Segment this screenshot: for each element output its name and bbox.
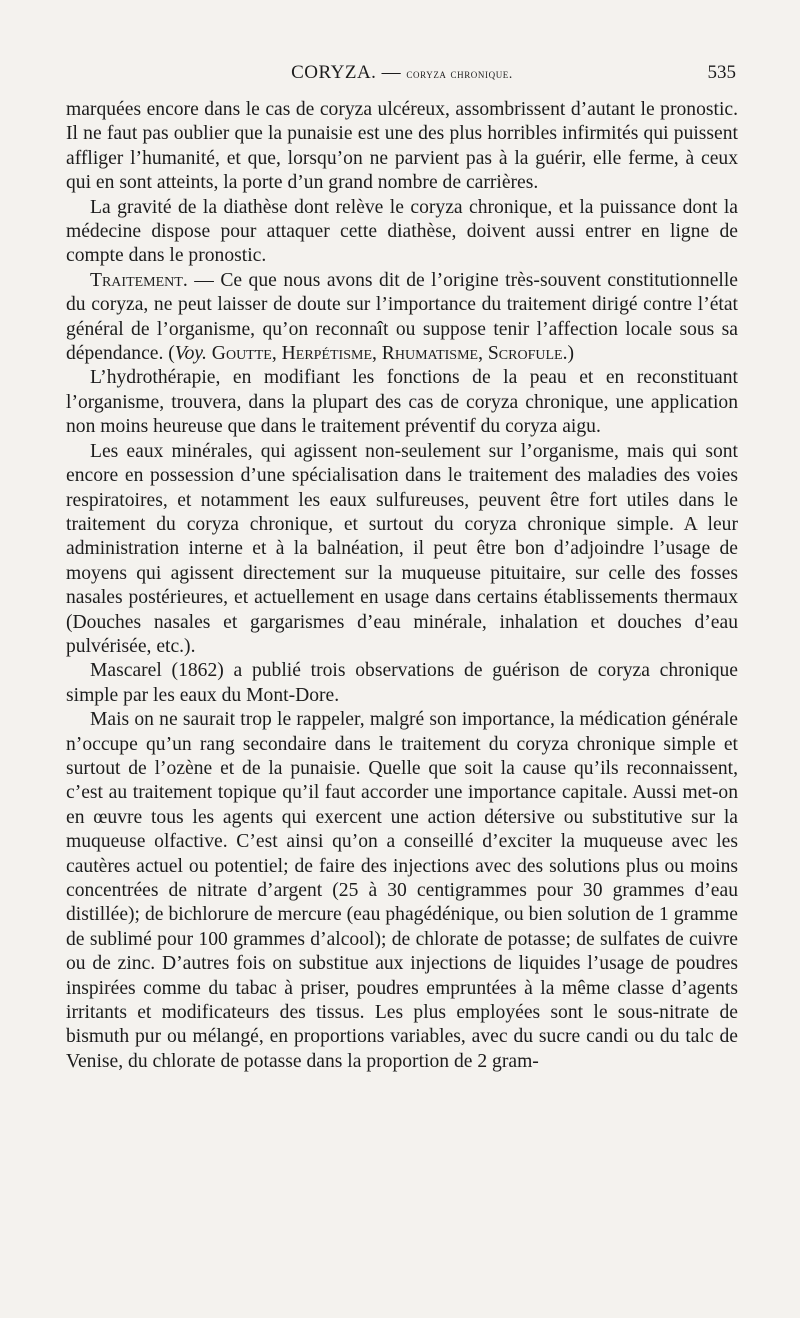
voy-reference: Voy. [174,343,207,365]
paragraph-traitement [66,269,738,367]
section-heading-traitement: Traitement. [90,269,188,291]
running-head [66,62,738,98]
body-text [66,98,738,1074]
paragraph-eaux-minerales: Les eaux minérales, qui agissent non-seulement sur l’organisme, mais qui sont encore en possession d’une spécialisation dans le traitement des maladies des voies respiratoires, et notamment les eaux sulfureuses, peuvent être fort utiles dans le traitement du coryza chronique, et surtout du coryza chronique simple. A leur administration interne et à la balnéation, il peut être bon d’adjoindre l’usage de moyens qui agissent directement sur la muqueuse pituitaire, sur celle des fosses nasales postérieures, et actuellement en usage dans certains établissements thermaux (Douches nasales et gargarismes d’eau minérale, inhalation et douches d’eau pulvérisée, etc.). [66,440,738,657]
traitement-text: — Ce que nous avons dit de l’origine très-souvent constitutionnelle du coryza, ne peut laisser de doute sur l’importance du traitement dirigé contre l’état général de l’organisme, qu’on reconnaît ou suppose tenir l’affection locale sous sa dépendance. ( [66,269,738,365]
paragraph-medication: Mais on ne saurait trop le rappeler, malgré son importance, la médication générale n’occupe qu’un rang secondaire dans le traitement du coryza chronique simple et surtout de l’ozène et de la punaisie. Quelle que soit la cause qu’ils reconnaissent, c’est au traitement topique qu’il faut accorder une importance capitale. Aussi met-on en œuvre tous les agents qui exercent une action détersive ou substitutive sur la muqueuse olfactive. C’est ainsi qu’on a conseillé d’exciter la muqueuse avec les cautères actuel ou potentiel; de faire des injections avec des solutions plus ou moins concentrées de nitrate d’argent (25 à 30 centigrammes pour 30 grammes d’eau distillée); de bichlorure de mercure (eau phagédénique, ou bien solution de 1 gramme de sublimé pour 100 grammes d’alcool); de chlorate de potasse; de sulfates de cuivre ou de zinc. D’autres fois on substitue aux injections de liquides l’usage de poudres inspirées comme du tabac à priser, poudres empruntées à la même classe d’agents irritants et modificateurs des tissus. Les plus employées sont le sous-nitrate de bismuth pur ou mélangé, en proportions variables, avec du sucre candi ou du talc de Venise, du chlorate de potasse dans la proportion de 2 gram- [66,709,738,1072]
running-title-main: CORYZA. [291,62,377,83]
page-number: 535 [707,62,736,83]
paragraph-mascarel: Mascarel (1862) a publié trois observations de guérison de coryza chronique simple par les eaux du Mont-Dore. [66,660,738,706]
running-title-sub: coryza chronique. [406,66,513,81]
paragraph-continuation: marquées encore dans le cas de coryza ulcéreux, assombrissent d’autant le pronostic. Il ne faut pas oublier que la punaisie est une des plus horribles infirmités qui puissent affliger l’humanité, et que, lorsqu’on ne parvient pas à la guérir, elle ferme, à ceux qui en sont atteints, la porte d’un grand nombre de carrières. [66,99,738,194]
running-title-dash: — [376,62,407,83]
running-title [66,62,738,84]
paragraph-gravite: La gravité de la diathèse dont relève le coryza chronique, et la puissance dont la médecine dispose pour attaquer cette diathèse, doivent aussi entrer en ligne de compte dans le pronostic. [66,196,738,267]
cross-references: Goutte, Herpétisme, Rhumatisme, Scrofule.) [206,343,575,365]
paragraph-hydrotherapie: L’hydrothérapie, en modifiant les fonctions de la peau et en reconstituant l’organisme, trouvera, dans la plupart des cas de coryza chronique, une application non moins heureuse que dans le traitement préventif du coryza aigu. [66,367,738,438]
